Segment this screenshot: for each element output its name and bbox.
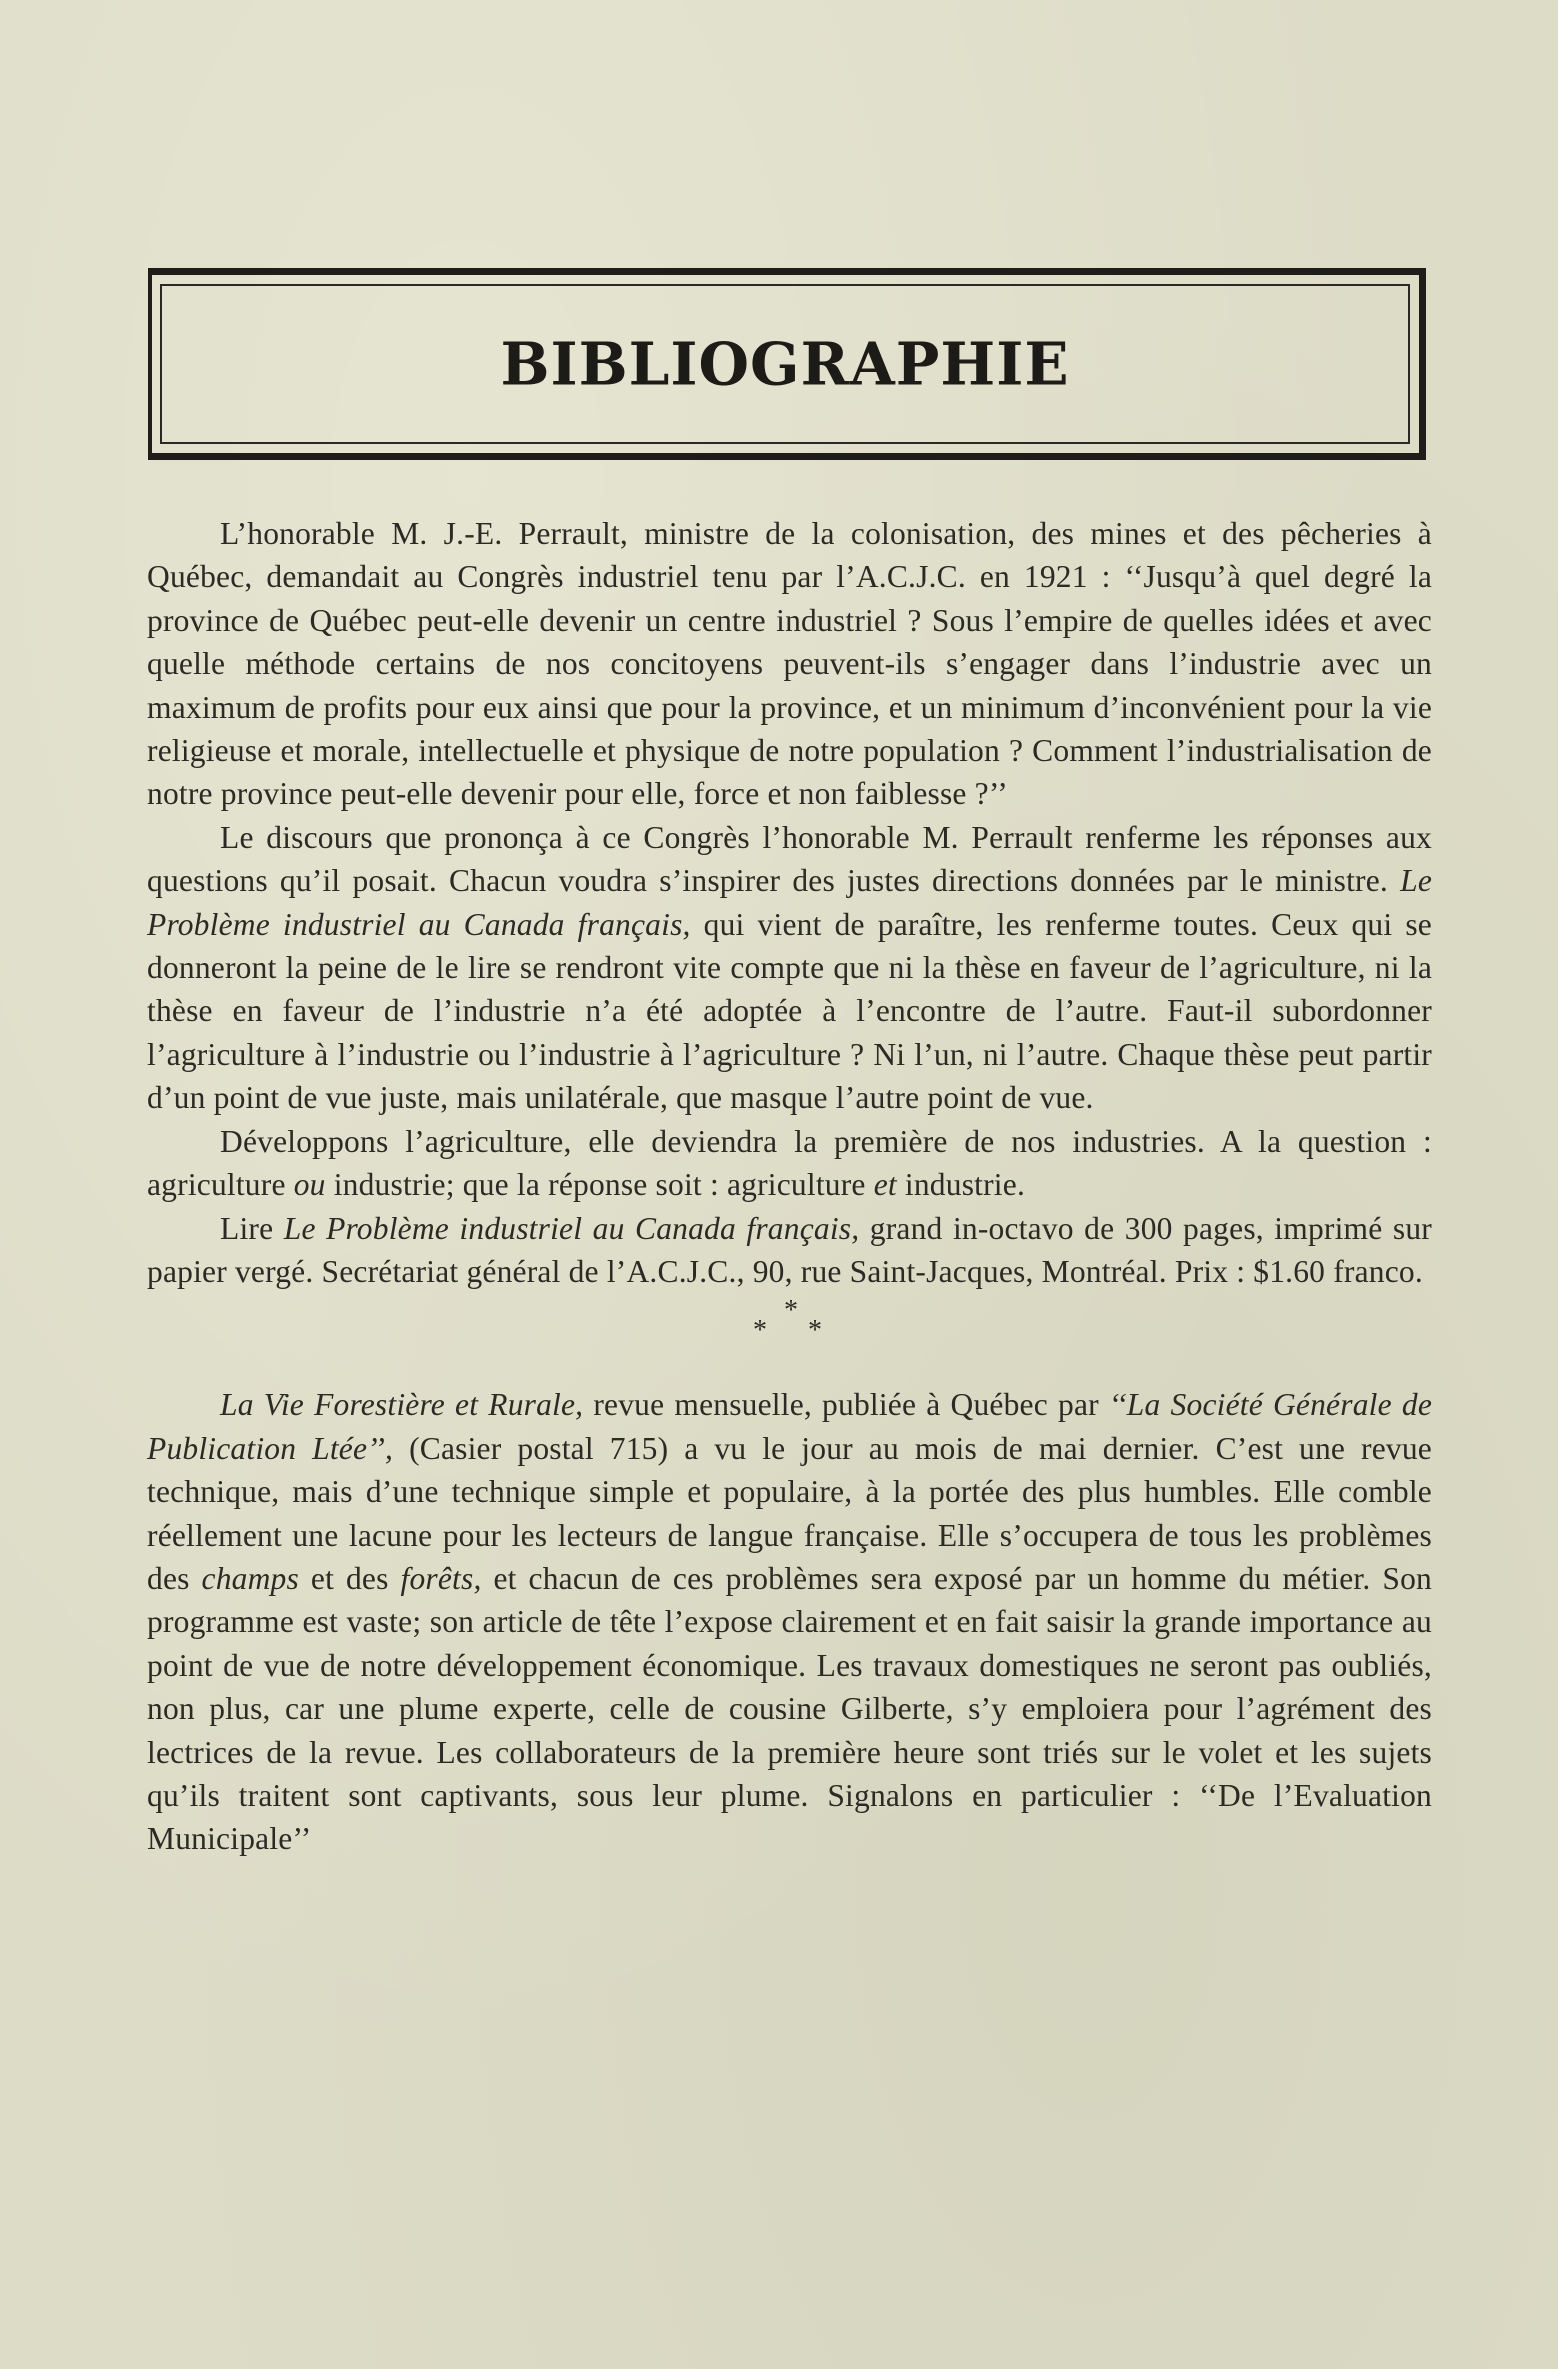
paragraph-text: qui vient de paraître, les renferme toutes. Ceux qui se donneront la peine de le lire se rendront vite compte que ni la thèse en faveur de l’agriculture, ni la thèse en faveur de l’industrie n’a été adoptée à l’encontre de l’autre. Faut-il subordonner l’agriculture à l’industrie ou l’industrie à l’agriculture ? Ni l’un, ni l’autre. Chaque thèse peut partir d’un point de vue juste, mais unilatérale, que masque l’autre point de vue. <box>147 906 1432 1116</box>
page-title: BIBLIOGRAPHIE <box>500 329 1070 399</box>
text-column <box>147 512 1432 1861</box>
paragraph-text: et chacun de ces problèmes sera exposé par un homme du métier. Son programme est vaste; son article de tête l’expose clairement et en fait saisir la grande importance au point de vue de notre développement économique. Les travaux domestiques ne seront pas oubliés, non plus, car une plume experte, celle de cousine Gilberte, s’y emploiera pour l’agrément des lectrices de la revue. Les collaborateurs de la première heure sont triés sur le volet et les sujets qu’ils traitent sont captivants, sous leur plume. Signalons en particulier : ‘‘De l’Evaluation Municipale’’ <box>147 1560 1432 1857</box>
title-inner-border <box>160 284 1410 444</box>
paragraph-text: et des <box>298 1560 401 1596</box>
publisher-name: ‘‘La Société Générale de Publication Ltée’’, <box>147 1387 1432 1466</box>
paragraph-text: grand in-octavo de 300 pages, imprimé sur papier vergé. Secrétariat général de l’A.C.J.C., 90, rue Saint-Jacques, Montréal. Prix : $1.60 franco. <box>147 1210 1432 1289</box>
italic-word: et <box>873 1167 897 1203</box>
paragraph-text: industrie; que la réponse soit : agriculture <box>325 1167 874 1203</box>
asterisk-top: * <box>784 1295 798 1327</box>
book-title: Le Problème industriel au Canada français, <box>147 863 1432 942</box>
paragraph-lire <box>147 1207 1432 1294</box>
asterism-separator <box>147 1293 1432 1369</box>
paragraph-text: industrie. <box>896 1167 1026 1203</box>
asterisk-right: * <box>808 1315 822 1347</box>
paragraph-text: (Casier postal 715) a vu le jour au mois de mai dernier. C’est une revue technique, mais d’une technique simple et populaire, à la portée des plus humbles. Elle comble réellement une lacune pour les lecteurs de langue française. Elle s’occupera de tous les problèmes des <box>147 1430 1432 1596</box>
asterisk-left: * <box>753 1315 767 1347</box>
paragraph-text: Développons l’agriculture, elle deviendra la première de nos industries. A la question : agriculture <box>147 1123 1432 1203</box>
italic-word: forêts, <box>400 1560 482 1596</box>
paragraph-text: revue mensuelle, publiée à Québec par <box>583 1387 1109 1423</box>
book-title: Le Problème industriel au Canada français, <box>283 1210 860 1246</box>
paragraph-text: L’honorable M. J.-E. Perrault, ministre de la colonisation, des mines et des pêcheries à Québec, demandait au Congrès industriel tenu par l’A.C.J.C. en 1921 : ‘‘Jusqu’à quel degré la province de Québec peut-elle devenir un centre industriel ? Sous l’empire de quelles idées et avec quelle méthode certains de nos concitoyens peuvent-ils s’engager dans l’industrie avec un maximum de profits pour eux ainsi que pour la province, et un minimum d’inconvénient pour la vie religieuse et morale, intellectuelle et physique de notre population ? Comment l’industrialisation de notre province peut-elle devenir pour elle, force et non faiblesse ?’’ <box>147 516 1432 812</box>
paragraph-agriculture <box>147 1120 1432 1207</box>
paragraph-discours <box>147 816 1432 1120</box>
paragraph-perrault-question <box>147 512 1432 816</box>
magazine-title: La Vie Forestière et Rurale, <box>220 1387 584 1423</box>
italic-word: champs <box>201 1560 299 1596</box>
paragraph-vie-forestiere <box>147 1383 1432 1860</box>
paragraph-text: Lire <box>220 1210 284 1246</box>
title-frame <box>148 268 1426 460</box>
paragraph-text: Le discours que prononça à ce Congrès l’honorable M. Perrault renferme les réponses aux questions qu’il posait. Chacun voudra s’inspirer des justes directions données par le ministre. <box>147 819 1432 899</box>
italic-word: ou <box>293 1167 326 1203</box>
